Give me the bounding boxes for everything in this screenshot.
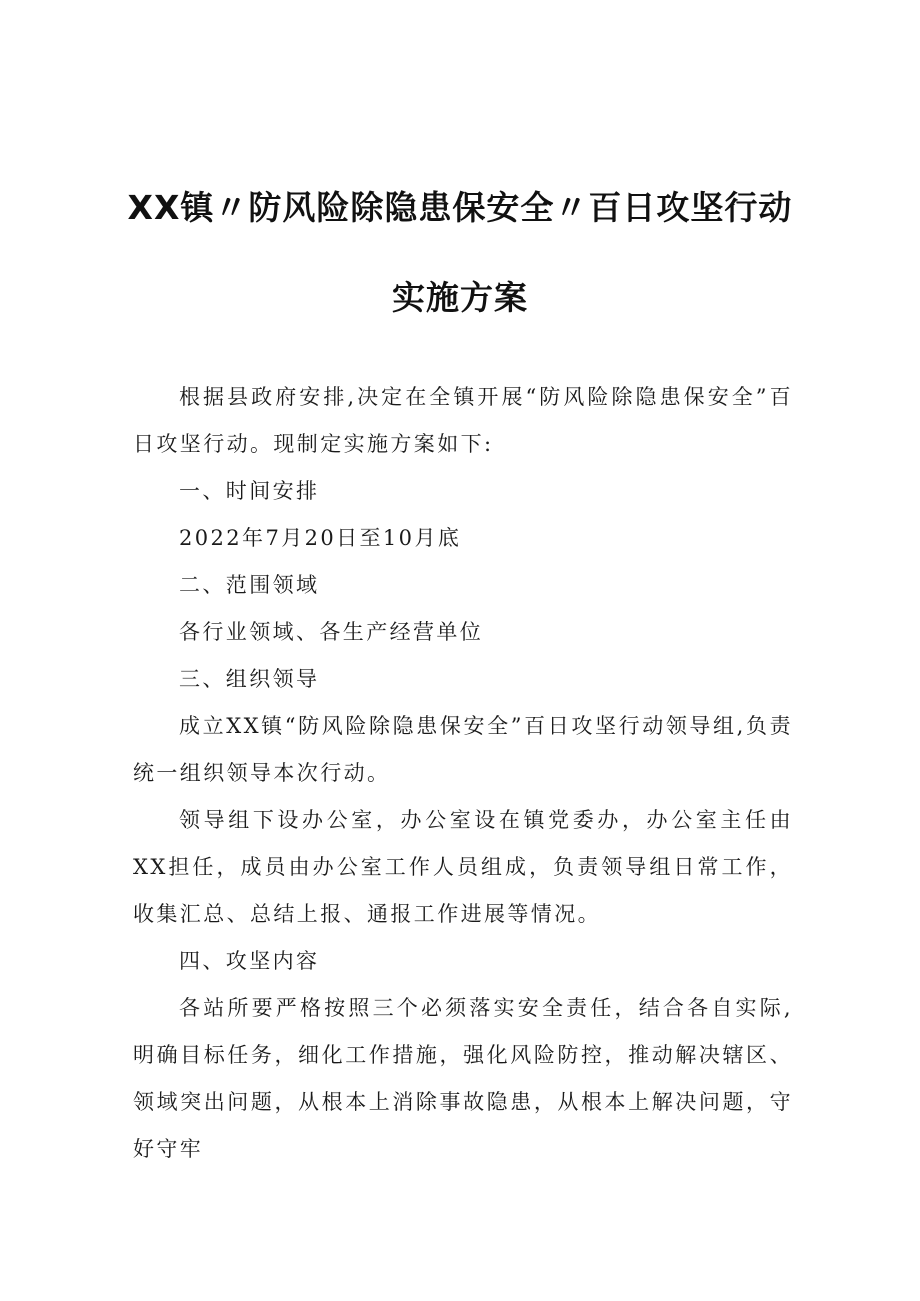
paragraph-scope: 各行业领域、各生产经营单位 — [179, 620, 484, 644]
section-heading-scope: 二、范围领域 — [179, 573, 320, 597]
document-title-line2: 实施方案 — [392, 278, 528, 317]
paragraph-content: 各站所要严格按照三个必须落实安全责任，结合各自实际,明确目标任务，细化工作措施，强化风险防控，推动解决辖区、领域突出问题，从根本上消除事故隐患，从根本上解决问题，守好守牢 — [133, 996, 793, 1161]
document-body — [133, 374, 793, 1173]
paragraph-office: 领导组下设办公室，办公室设在镇党委办，办公室主任由XX担任，成员由办公室工作人员组成，负责领导组日常工作，收集汇总、总结上报、通报工作进展等情况。 — [133, 808, 793, 926]
section-heading-organization: 三、组织领导 — [179, 667, 320, 691]
section-heading-time: 一、时间安排 — [179, 479, 320, 503]
document-title-line1: XX镇〃防风险除隐患保安全〃百日攻坚行动 — [127, 188, 793, 227]
paragraph-intro: 根据县政府安排,决定在全镇开展“防风险除隐患保安全”百日攻坚行动。现制定实施方案如下: — [133, 385, 793, 456]
paragraph-time: 2022年7月20日至10月底 — [179, 526, 462, 550]
paragraph-organization: 成立XX镇“防风险除隐患保安全”百日攻坚行动领导组,负责统一组织领导本次行动。 — [133, 714, 793, 785]
section-heading-content: 四、攻坚内容 — [179, 949, 320, 973]
